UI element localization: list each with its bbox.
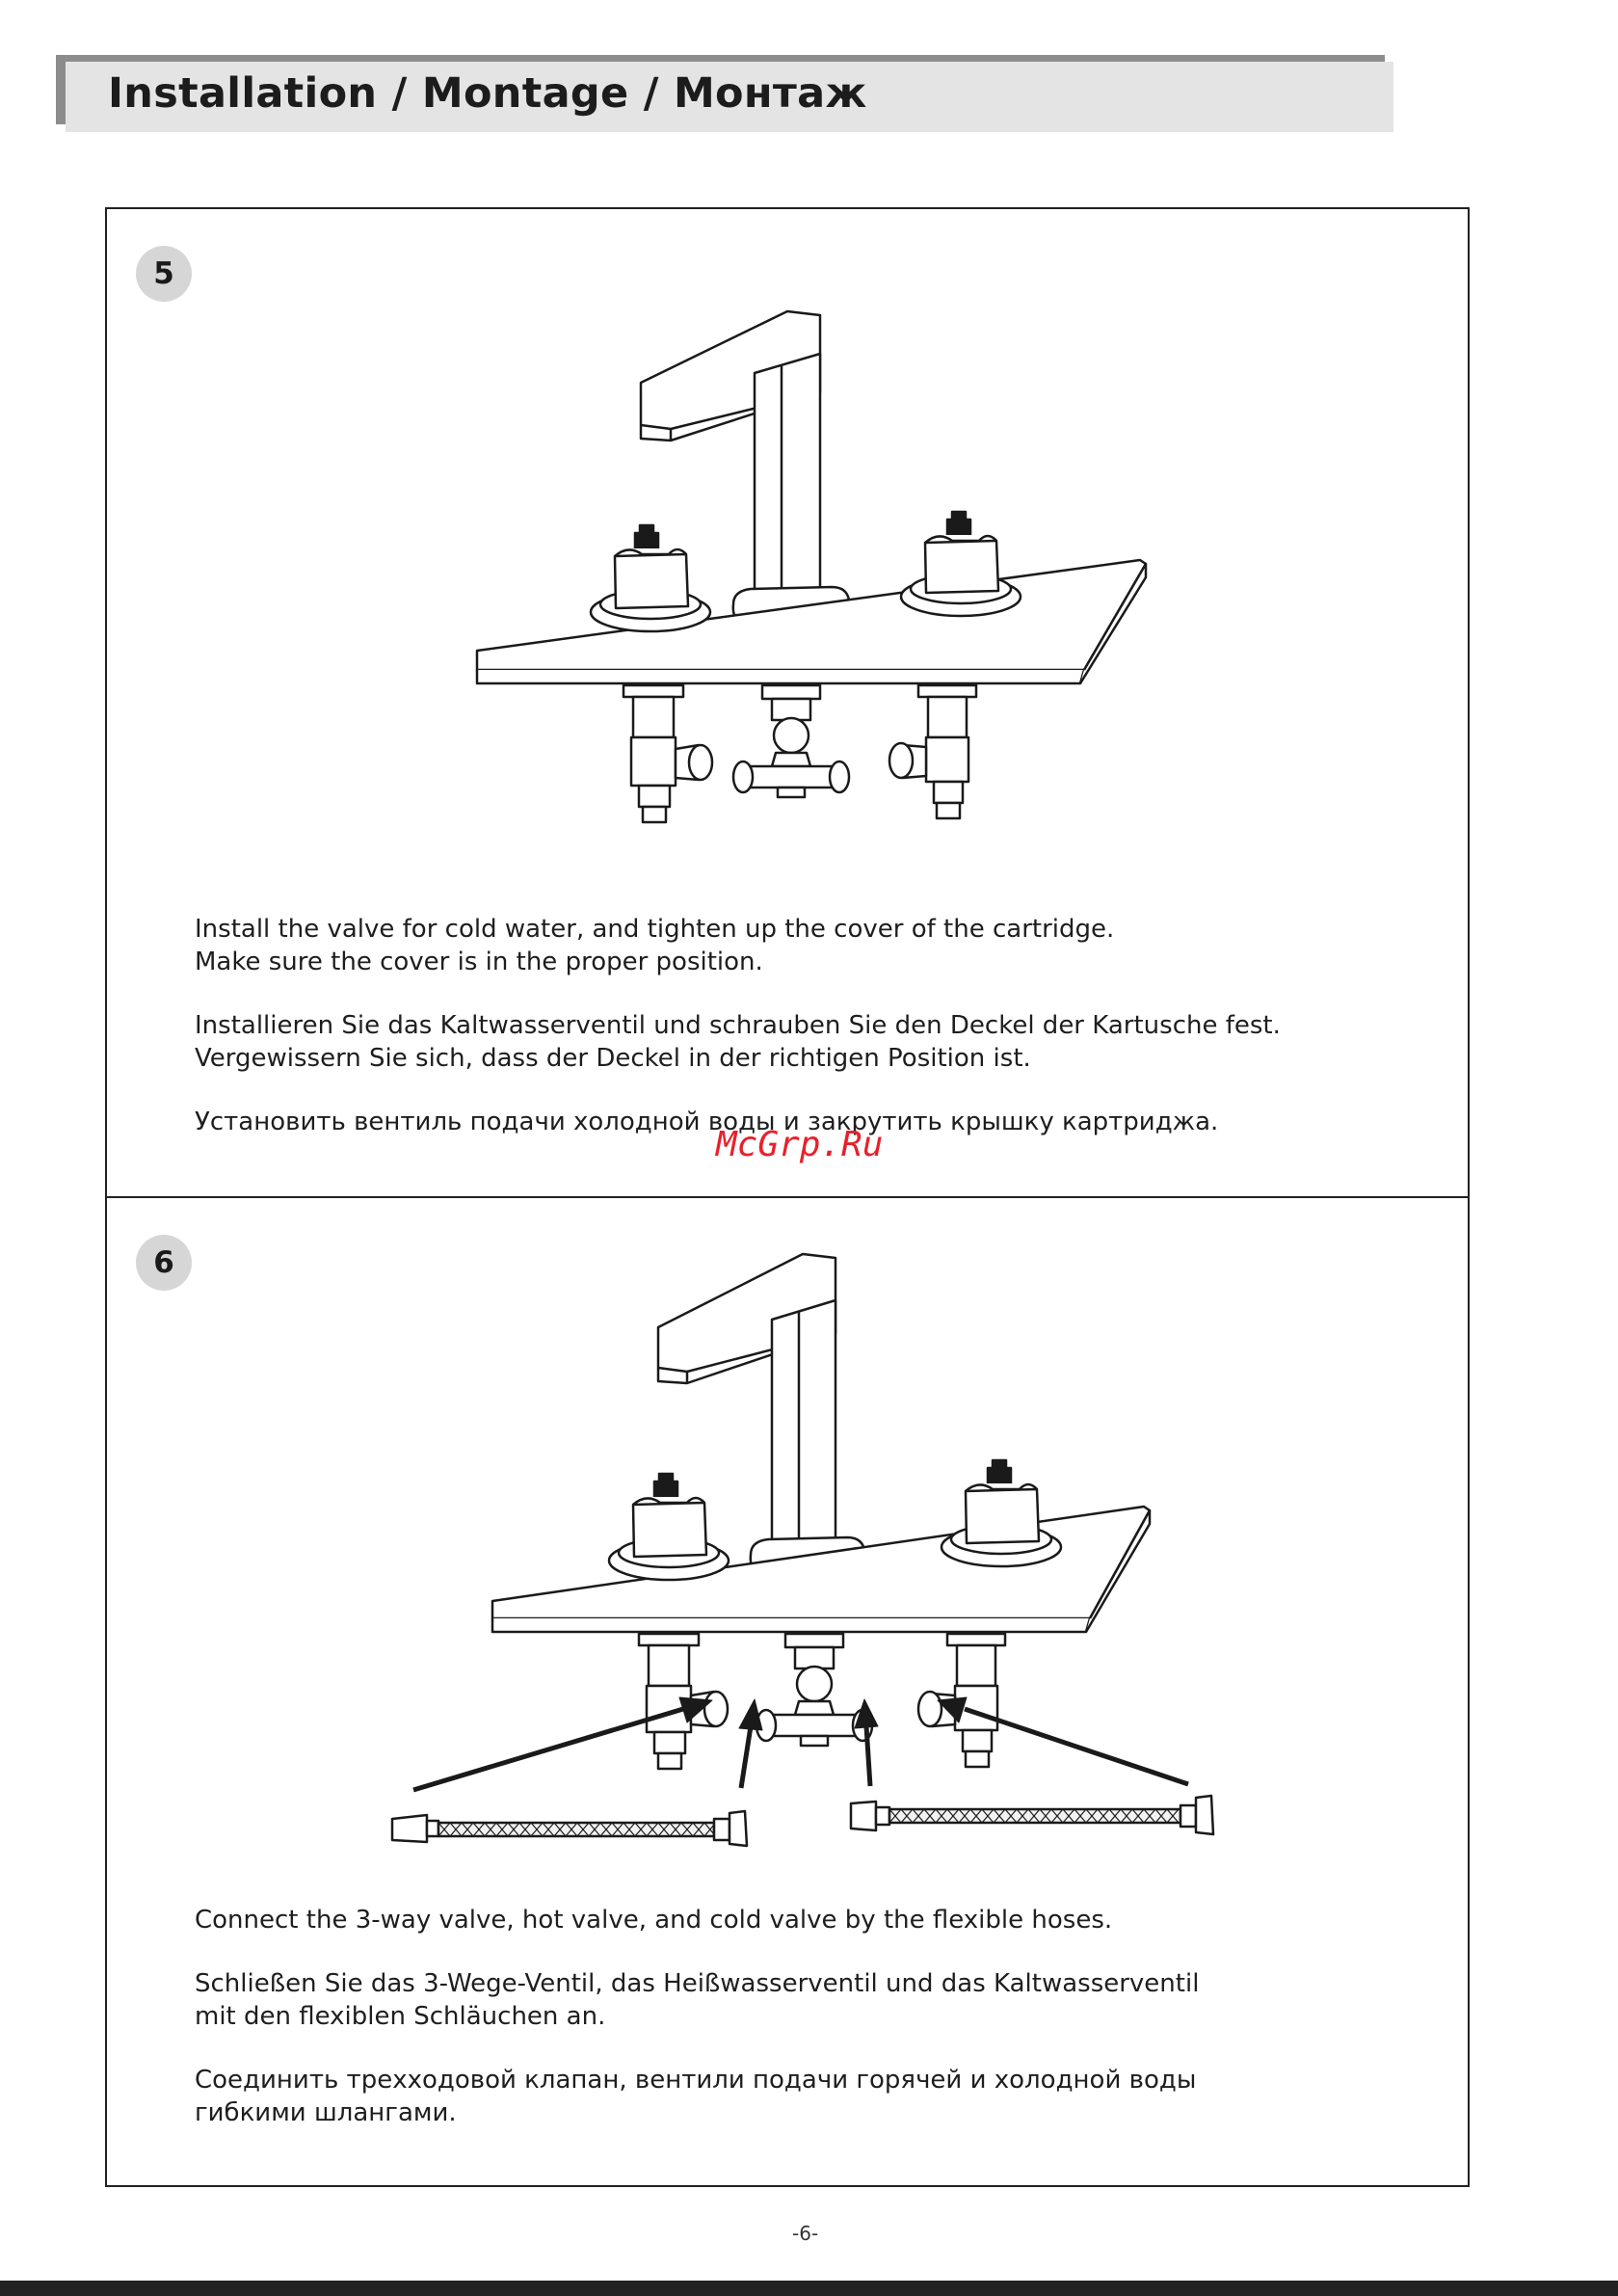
header-left-bar: [56, 55, 66, 124]
step-6-instructions: [195, 1904, 1199, 2160]
step-5-panel: [105, 207, 1470, 1198]
watermark: McGrp.Ru: [716, 1125, 884, 1164]
instruction-russian: [195, 2064, 1199, 2129]
text-line: гибкими шлангами.: [195, 2098, 457, 2127]
page-title: Installation / Montage / Монтаж: [108, 69, 867, 118]
text-line: Installieren Sie das Kaltwasserventil und schrauben Sie den Deckel der Kartusche fest.: [195, 1011, 1281, 1040]
text-line: Соединить трехходовой клапан, вентили подачи горячей и холодной воды: [195, 2066, 1197, 2095]
bottom-border: [0, 2281, 1618, 2296]
text-line: Vergewissern Sie sich, dass der Deckel in der richtigen Position ist.: [195, 1044, 1031, 1073]
text-line: Install the valve for cold water, and tighten up the cover of the cartridge.: [195, 915, 1115, 944]
instruction-german: [195, 1967, 1199, 2033]
step-6-panel: [105, 1196, 1470, 2187]
instruction-german: [195, 1009, 1281, 1075]
text-line: Make sure the cover is in the proper position.: [195, 948, 763, 976]
step-number-badge: 6: [136, 1235, 192, 1291]
text-line: mit den flexiblen Schläuchen an.: [195, 2002, 606, 2031]
text-line: Установить вентиль подачи холодной воды и закрутить крышку картриджа.: [195, 1108, 1219, 1136]
step-number-badge: 5: [136, 246, 192, 302]
instruction-english: [195, 913, 1281, 978]
instruction-english: [195, 1904, 1199, 1936]
page-number: -6-: [792, 2222, 819, 2245]
header-top-rule: [56, 55, 1385, 62]
text-line: Schließen Sie das 3-Wege-Ventil, das Heißwasserventil und das Kaltwasserventil: [195, 1969, 1200, 1998]
text-line: Connect the 3-way valve, hot valve, and cold valve by the flexible hoses.: [195, 1906, 1113, 1935]
